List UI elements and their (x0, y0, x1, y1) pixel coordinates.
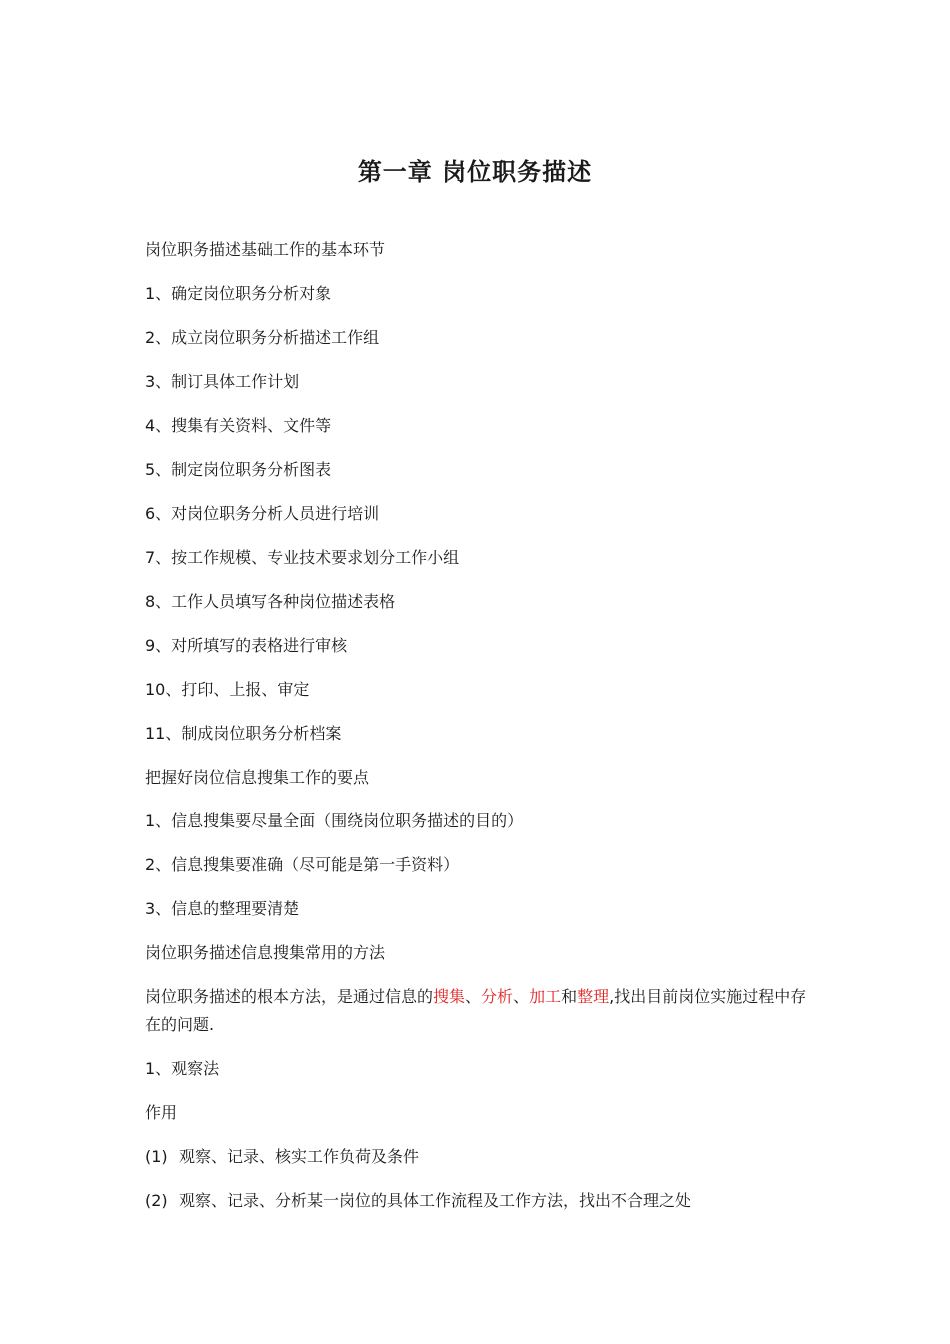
effect-text: 观察、记录、分析某一岗位的具体工作流程及工作方法，找出不合理之处 (179, 1191, 692, 1210)
list-item: 9、对所填写的表格进行审核 (145, 636, 348, 655)
list-item: 1、信息搜集要尽量全面（围绕岗位职务描述的目的） (145, 811, 524, 830)
list-item: 2、信息搜集要准确（尽可能是第一手资料） (145, 855, 460, 874)
methods-paragraph (145, 983, 815, 1039)
effect-number: (2) (145, 1191, 168, 1210)
list-item: 4、搜集有关资料、文件等 (145, 416, 332, 435)
highlight-organize: 整理 (577, 987, 610, 1006)
effect-item (145, 1146, 419, 1168)
list-item: 8、工作人员填写各种岗位描述表格 (145, 592, 396, 611)
effect-label: 作用 (145, 1103, 178, 1122)
list-item: 3、制订具体工作计划 (145, 372, 300, 391)
list-item: 6、对岗位职务分析人员进行培训 (145, 504, 380, 523)
para-text: ,找出目前岗位实施过程中存在的问题. (145, 987, 807, 1034)
list-item: 7、按工作规模、专业技术要求划分工作小组 (145, 548, 460, 567)
highlight-process: 加工 (529, 987, 562, 1006)
effect-number: (1) (145, 1147, 168, 1166)
para-text: 岗位职务描述的根本方法，是通过信息的 (145, 987, 434, 1006)
highlight-collect: 搜集 (433, 987, 466, 1006)
highlight-analyze: 分析 (481, 987, 514, 1006)
list-item: 11、制成岗位职务分析档案 (145, 724, 342, 743)
section-heading-key-points: 把握好岗位信息搜集工作的要点 (145, 768, 370, 787)
list-item: 10、打印、上报、审定 (145, 680, 310, 699)
para-text: 和 (561, 987, 578, 1006)
section-heading-methods: 岗位职务描述信息搜集常用的方法 (145, 943, 386, 962)
para-text: 、 (513, 987, 530, 1006)
list-item: 1、确定岗位职务分析对象 (145, 284, 332, 303)
list-item: 2、成立岗位职务分析描述工作组 (145, 328, 380, 347)
effect-item (145, 1190, 691, 1212)
para-text: 、 (465, 987, 482, 1006)
list-item: 5、制定岗位职务分析图表 (145, 460, 332, 479)
effect-text: 观察、记录、核实工作负荷及条件 (179, 1147, 420, 1166)
list-item: 3、信息的整理要清楚 (145, 899, 300, 918)
chapter-title: 第一章 岗位职务描述 (357, 158, 593, 186)
method-observation: 1、观察法 (145, 1059, 220, 1078)
section-heading-basic-steps: 岗位职务描述基础工作的基本环节 (145, 240, 386, 259)
